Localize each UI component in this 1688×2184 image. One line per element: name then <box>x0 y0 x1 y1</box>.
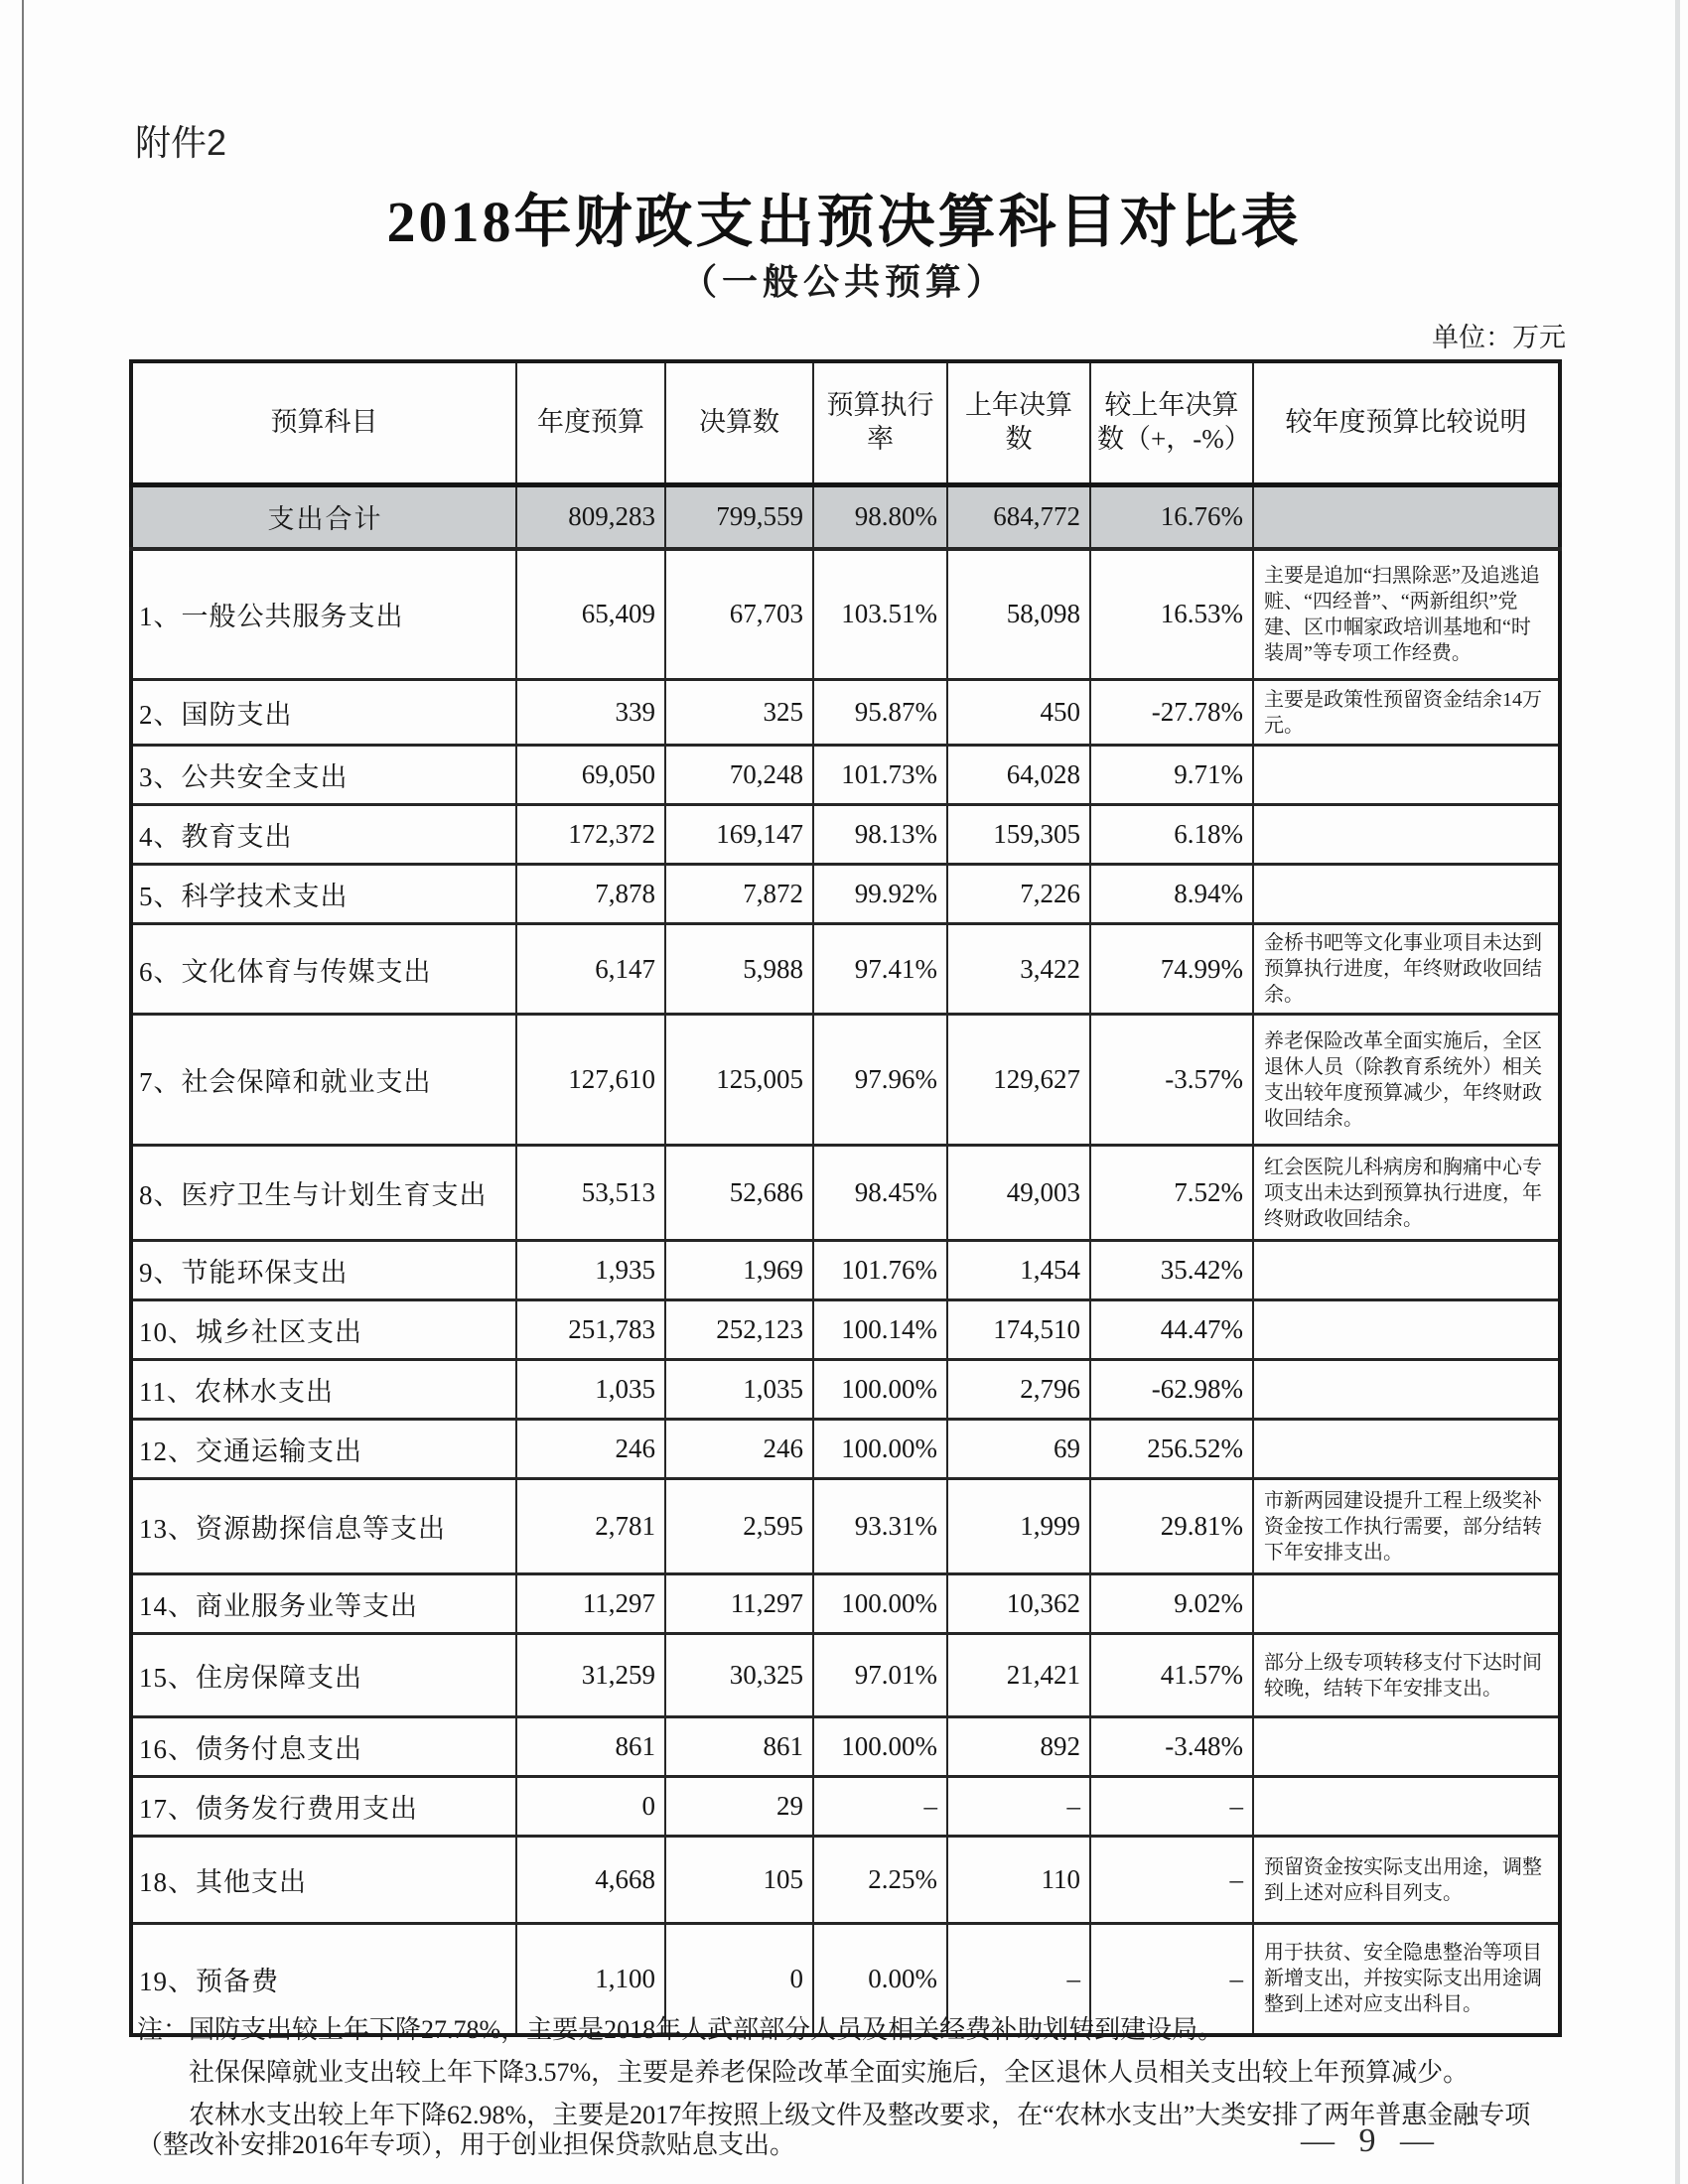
cell-final: 169,147 <box>665 805 813 865</box>
cell-final: 5,988 <box>665 924 813 1015</box>
cell-prev: 892 <box>947 1717 1090 1777</box>
row-subject: 1、一般公共服务支出 <box>131 549 516 680</box>
cell-budget: 246 <box>516 1420 665 1479</box>
cell-prev: 450 <box>947 680 1090 746</box>
cell-change: 7.52% <box>1090 1146 1253 1241</box>
note-line: 社保保障就业支出较上年下降3.57%，主要是养老保险改革全面实施后，全区退休人员相关支出较上年预算减少。 <box>189 2058 1470 2087</box>
cell-remark <box>1253 865 1560 924</box>
table-row <box>131 1146 1560 1241</box>
cell-remark <box>1253 1300 1560 1360</box>
row-subject: 8、医疗卫生与计划生育支出 <box>131 1146 516 1241</box>
row-subject: 18、其他支出 <box>131 1837 516 1924</box>
cell-rate: 100.14% <box>813 1300 947 1360</box>
row-subject: 14、商业服务业等支出 <box>131 1574 516 1634</box>
table-row <box>131 680 1560 746</box>
cell-rate: 101.73% <box>813 746 947 805</box>
cell-remark: 红会医院儿科病房和胸痛中心专项支出未达到预算执行进度，年终财政收回结余。 <box>1253 1146 1560 1241</box>
table-row <box>131 1634 1560 1717</box>
table-row <box>131 865 1560 924</box>
cell-change: 16.53% <box>1090 549 1253 680</box>
cell-remark: 主要是追加“扫黑除恶”及追逃追赃、“四经普”、“两新组织”党建、区巾帼家政培训基地和“时装周”等专项工作经费。 <box>1253 549 1560 680</box>
cell-final: 70,248 <box>665 746 813 805</box>
cell-budget: 127,610 <box>516 1015 665 1146</box>
cell-change: – <box>1090 1837 1253 1924</box>
header-annual-budget: 年度预算 <box>516 361 665 485</box>
cell-prev: – <box>947 1777 1090 1837</box>
cell-rate: 97.96% <box>813 1015 947 1146</box>
cell-prev: 69 <box>947 1420 1090 1479</box>
cell-change: 35.42% <box>1090 1241 1253 1300</box>
cell-remark: 市新两园建设提升工程上级奖补资金按工作执行需要，部分结转下年安排支出。 <box>1253 1479 1560 1574</box>
budget-comparison-table <box>129 359 1562 2037</box>
total-final: 799,559 <box>665 485 813 549</box>
cell-budget: 6,147 <box>516 924 665 1015</box>
cell-final: 2,595 <box>665 1479 813 1574</box>
page-title: 2018年财政支出预决算科目对比表 <box>386 190 1302 254</box>
cell-rate: 100.00% <box>813 1574 947 1634</box>
cell-budget: 4,668 <box>516 1837 665 1924</box>
cell-final: 861 <box>665 1717 813 1777</box>
cell-final: 30,325 <box>665 1634 813 1717</box>
header-row <box>131 361 1560 485</box>
cell-budget: 1,100 <box>516 1924 665 2035</box>
total-budget: 809,283 <box>516 485 665 549</box>
cell-budget: 1,035 <box>516 1360 665 1420</box>
page-number: — 9 — <box>1301 2122 1442 2159</box>
cell-remark: 养老保险改革全面实施后，全区退休人员（除教育系统外）相关支出较年度预算减少，年终财政收回结余。 <box>1253 1015 1560 1146</box>
cell-remark: 部分上级专项转移支付下达时间较晚，结转下年安排支出。 <box>1253 1634 1560 1717</box>
cell-prev: 21,421 <box>947 1634 1090 1717</box>
row-subject: 3、公共安全支出 <box>131 746 516 805</box>
row-subject: 16、债务付息支出 <box>131 1717 516 1777</box>
page-subtitle: （一般公共预算） <box>680 262 1007 302</box>
cell-final: 325 <box>665 680 813 746</box>
row-subject: 10、城乡社区支出 <box>131 1300 516 1360</box>
cell-final: 67,703 <box>665 549 813 680</box>
header-final-account: 决算数 <box>665 361 813 485</box>
row-subject: 15、住房保障支出 <box>131 1634 516 1717</box>
total-row <box>131 485 1560 549</box>
cell-remark: 主要是政策性预留资金结余14万元。 <box>1253 680 1560 746</box>
cell-budget: 7,878 <box>516 865 665 924</box>
table-row <box>131 1574 1560 1634</box>
cell-remark <box>1253 1717 1560 1777</box>
table-row <box>131 746 1560 805</box>
attachment-label: 附件2 <box>135 122 227 163</box>
cell-prev: 1,454 <box>947 1241 1090 1300</box>
table-row <box>131 1241 1560 1300</box>
cell-remark: 用于扶贫、安全隐患整治等项目新增支出，并按实际支出用途调整到上述对应支出科目。 <box>1253 1924 1560 2035</box>
cell-prev: 3,422 <box>947 924 1090 1015</box>
cell-change: 6.18% <box>1090 805 1253 865</box>
header-prev-year-final: 上年决算数 <box>947 361 1090 485</box>
cell-rate: 97.01% <box>813 1634 947 1717</box>
cell-final: 246 <box>665 1420 813 1479</box>
cell-budget: 2,781 <box>516 1479 665 1574</box>
note-line: 注：国防支出较上年下降27.78%，主要是2018年人武部部分人员及相关经费补助划转到建设局。 <box>137 2015 1224 2044</box>
header-execution-rate: 预算执行率 <box>813 361 947 485</box>
table-row <box>131 805 1560 865</box>
cell-final: 1,035 <box>665 1360 813 1420</box>
cell-prev: 64,028 <box>947 746 1090 805</box>
cell-final: 11,297 <box>665 1574 813 1634</box>
cell-rate: – <box>813 1777 947 1837</box>
cell-prev: 1,999 <box>947 1479 1090 1574</box>
row-subject: 7、社会保障和就业支出 <box>131 1015 516 1146</box>
table-row <box>131 1479 1560 1574</box>
cell-budget: 172,372 <box>516 805 665 865</box>
cell-remark: 金桥书吧等文化事业项目未达到预算执行进度，年终财政收回结余。 <box>1253 924 1560 1015</box>
cell-prev: 110 <box>947 1837 1090 1924</box>
cell-prev: 159,305 <box>947 805 1090 865</box>
cell-change: -62.98% <box>1090 1360 1253 1420</box>
cell-budget: 0 <box>516 1777 665 1837</box>
row-subject: 9、节能环保支出 <box>131 1241 516 1300</box>
cell-final: 1,969 <box>665 1241 813 1300</box>
cell-prev: 2,796 <box>947 1360 1090 1420</box>
row-subject: 5、科学技术支出 <box>131 865 516 924</box>
table-row <box>131 549 1560 680</box>
cell-rate: 97.41% <box>813 924 947 1015</box>
row-subject: 6、文化体育与传媒支出 <box>131 924 516 1015</box>
note-line: 农林水支出较上年下降62.98%，主要是2017年按照上级文件及整改要求，在“农林水支出”大类安排了两年普惠金融专项（整改补安排2016年专项），用于创业担保贷款贴息支出。 <box>137 2101 1531 2159</box>
header-change-vs-prev: 较上年决算数（+，-%） <box>1090 361 1253 485</box>
cell-prev: – <box>947 1924 1090 2035</box>
table-row <box>131 1015 1560 1146</box>
cell-budget: 69,050 <box>516 746 665 805</box>
cell-prev: 49,003 <box>947 1146 1090 1241</box>
cell-final: 105 <box>665 1837 813 1924</box>
cell-change: 256.52% <box>1090 1420 1253 1479</box>
cell-final: 29 <box>665 1777 813 1837</box>
cell-change: -3.57% <box>1090 1015 1253 1146</box>
row-subject: 11、农林水支出 <box>131 1360 516 1420</box>
scan-artifact-right-line <box>1675 0 1680 2184</box>
cell-change: 74.99% <box>1090 924 1253 1015</box>
cell-rate: 99.92% <box>813 865 947 924</box>
unit-label: 单位：万元 <box>1432 323 1566 352</box>
cell-rate: 103.51% <box>813 549 947 680</box>
total-prev: 684,772 <box>947 485 1090 549</box>
table-row <box>131 1360 1560 1420</box>
cell-change: 8.94% <box>1090 865 1253 924</box>
cell-rate: 98.45% <box>813 1146 947 1241</box>
table-row <box>131 924 1560 1015</box>
cell-prev: 58,098 <box>947 549 1090 680</box>
cell-remark <box>1253 1574 1560 1634</box>
cell-rate: 0.00% <box>813 1924 947 2035</box>
table-row <box>131 1837 1560 1924</box>
total-change: 16.76% <box>1090 485 1253 549</box>
cell-budget: 31,259 <box>516 1634 665 1717</box>
cell-prev: 7,226 <box>947 865 1090 924</box>
cell-change: 41.57% <box>1090 1634 1253 1717</box>
cell-remark <box>1253 1777 1560 1837</box>
cell-final: 252,123 <box>665 1300 813 1360</box>
cell-remark <box>1253 1420 1560 1479</box>
cell-budget: 11,297 <box>516 1574 665 1634</box>
cell-budget: 53,513 <box>516 1146 665 1241</box>
cell-rate: 93.31% <box>813 1479 947 1574</box>
cell-remark <box>1253 805 1560 865</box>
cell-rate: 100.00% <box>813 1360 947 1420</box>
table-row <box>131 1420 1560 1479</box>
cell-remark <box>1253 1241 1560 1300</box>
table-row <box>131 1300 1560 1360</box>
cell-budget: 1,935 <box>516 1241 665 1300</box>
cell-budget: 251,783 <box>516 1300 665 1360</box>
cell-final: 7,872 <box>665 865 813 924</box>
total-rate: 98.80% <box>813 485 947 549</box>
cell-budget: 861 <box>516 1717 665 1777</box>
cell-change: -3.48% <box>1090 1717 1253 1777</box>
cell-final: 125,005 <box>665 1015 813 1146</box>
cell-change: – <box>1090 1777 1253 1837</box>
cell-change: 9.71% <box>1090 746 1253 805</box>
row-subject: 12、交通运输支出 <box>131 1420 516 1479</box>
header-subject: 预算科目 <box>131 361 516 485</box>
cell-change: 9.02% <box>1090 1574 1253 1634</box>
cell-change: 29.81% <box>1090 1479 1253 1574</box>
cell-budget: 339 <box>516 680 665 746</box>
cell-rate: 95.87% <box>813 680 947 746</box>
cell-rate: 100.00% <box>813 1420 947 1479</box>
cell-prev: 10,362 <box>947 1574 1090 1634</box>
row-subject: 19、预备费 <box>131 1924 516 2035</box>
cell-rate: 98.13% <box>813 805 947 865</box>
cell-remark <box>1253 746 1560 805</box>
cell-remark <box>1253 1360 1560 1420</box>
total-subject: 支出合计 <box>131 485 516 549</box>
cell-change: -27.78% <box>1090 680 1253 746</box>
cell-rate: 101.76% <box>813 1241 947 1300</box>
cell-prev: 129,627 <box>947 1015 1090 1146</box>
cell-prev: 174,510 <box>947 1300 1090 1360</box>
cell-final: 0 <box>665 1924 813 2035</box>
table-row <box>131 1717 1560 1777</box>
cell-change: 44.47% <box>1090 1300 1253 1360</box>
cell-change: – <box>1090 1924 1253 2035</box>
row-subject: 4、教育支出 <box>131 805 516 865</box>
cell-rate: 2.25% <box>813 1837 947 1924</box>
header-remark: 较年度预算比较说明 <box>1253 361 1560 485</box>
scan-artifact-left-line <box>22 0 24 2184</box>
row-subject: 2、国防支出 <box>131 680 516 746</box>
cell-remark: 预留资金按实际支出用途，调整到上述对应科目列支。 <box>1253 1837 1560 1924</box>
row-subject: 17、债务发行费用支出 <box>131 1777 516 1837</box>
row-subject: 13、资源勘探信息等支出 <box>131 1479 516 1574</box>
total-remark <box>1253 485 1560 549</box>
cell-final: 52,686 <box>665 1146 813 1241</box>
cell-budget: 65,409 <box>516 549 665 680</box>
table-row <box>131 1777 1560 1837</box>
cell-rate: 100.00% <box>813 1717 947 1777</box>
